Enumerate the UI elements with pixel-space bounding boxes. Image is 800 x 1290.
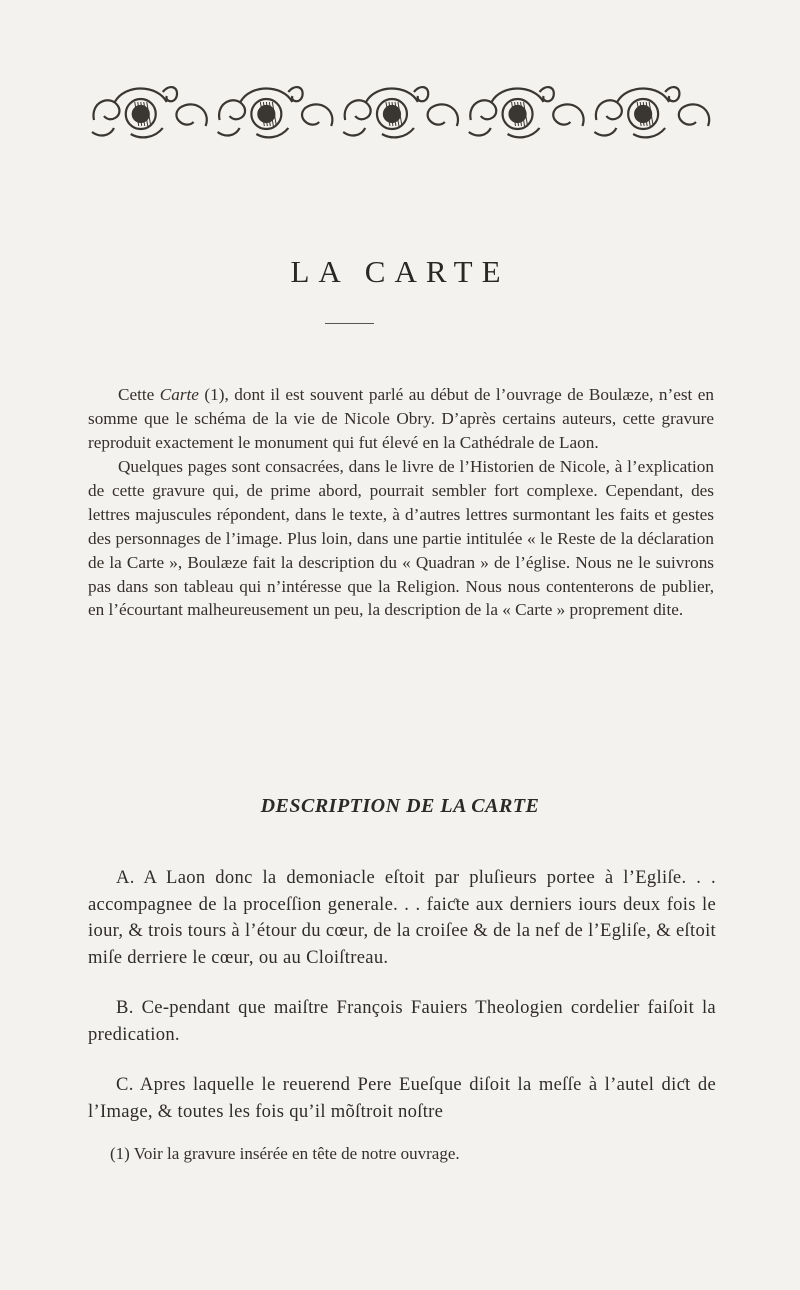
paragraph-text-run: Quelques pages sont consacrées, dans le livre de l’Historien de Nicole, à l’explication de cette gravure qui, de prime abord, pourrait sembler fort complexe. Cependant, des lettres majuscules répondent, dans le texte, à d’autres lettres surmontant les faits et gestes des personnages de l’image. Plus loin, dans une partie intitulée « le Reste de la déclaration de la Carte », Boulæze fait la description du « Quadran » de l’église. Nous ne le suivrons pas dans son tableau qui n’intéresse que la Religion. Nous nous contenterons de publier, en l’écourtant malheureusement un peu, la description de la « Carte » proprement dite. <box>88 457 714 620</box>
paragraph-text-run: (1), dont il est souvent parlé au début de l’ouvrage de Boulæze, n’est en somme que le schéma de la vie de Nicole Obry. D’après certains auteurs, cette gravure reproduit exactement le monument qui fut élevé en la Cathédrale de Laon. <box>88 385 715 452</box>
entry-c: C. Apres laquelle le reuerend Pere Eueſque diſoit la meſſe à l’autel diƈt de l’Image, & toutes les fois qu’il mõſtroit noſtre <box>88 1074 716 1122</box>
section-heading: DESCRIPTION DE LA CARTE <box>260 795 540 817</box>
paragraph-text-run: Cette <box>118 385 160 404</box>
page-title: LA CARTE <box>290 254 510 289</box>
ornamental-header-band <box>88 80 716 142</box>
title-rule <box>325 323 374 324</box>
entry-a: A. A Laon donc la demoniacle eſtoit par pluſieurs portee à l’Egliſe. . . accompagnee de la proceſſion generale. . . faiƈte aux derniers iours deux fois le iour, & trois tours à l’étour du cœur, de la croiſee & de la nef de l’Egliſe, & eſtoit miſe derriere le cœur, ou au Cloiſtreau. <box>88 867 716 968</box>
paragraph-intro <box>88 383 714 455</box>
footnote: (1) Voir la gravure insérée en tête de notre ouvrage. <box>110 1144 460 1163</box>
paragraph-explanation <box>88 455 714 622</box>
entry-b: B. Ce-pendant que maiſtre François Fauiers Theologien cordelier faiſoit la predication. <box>88 997 716 1045</box>
paragraph-text-run: Carte <box>159 385 199 404</box>
